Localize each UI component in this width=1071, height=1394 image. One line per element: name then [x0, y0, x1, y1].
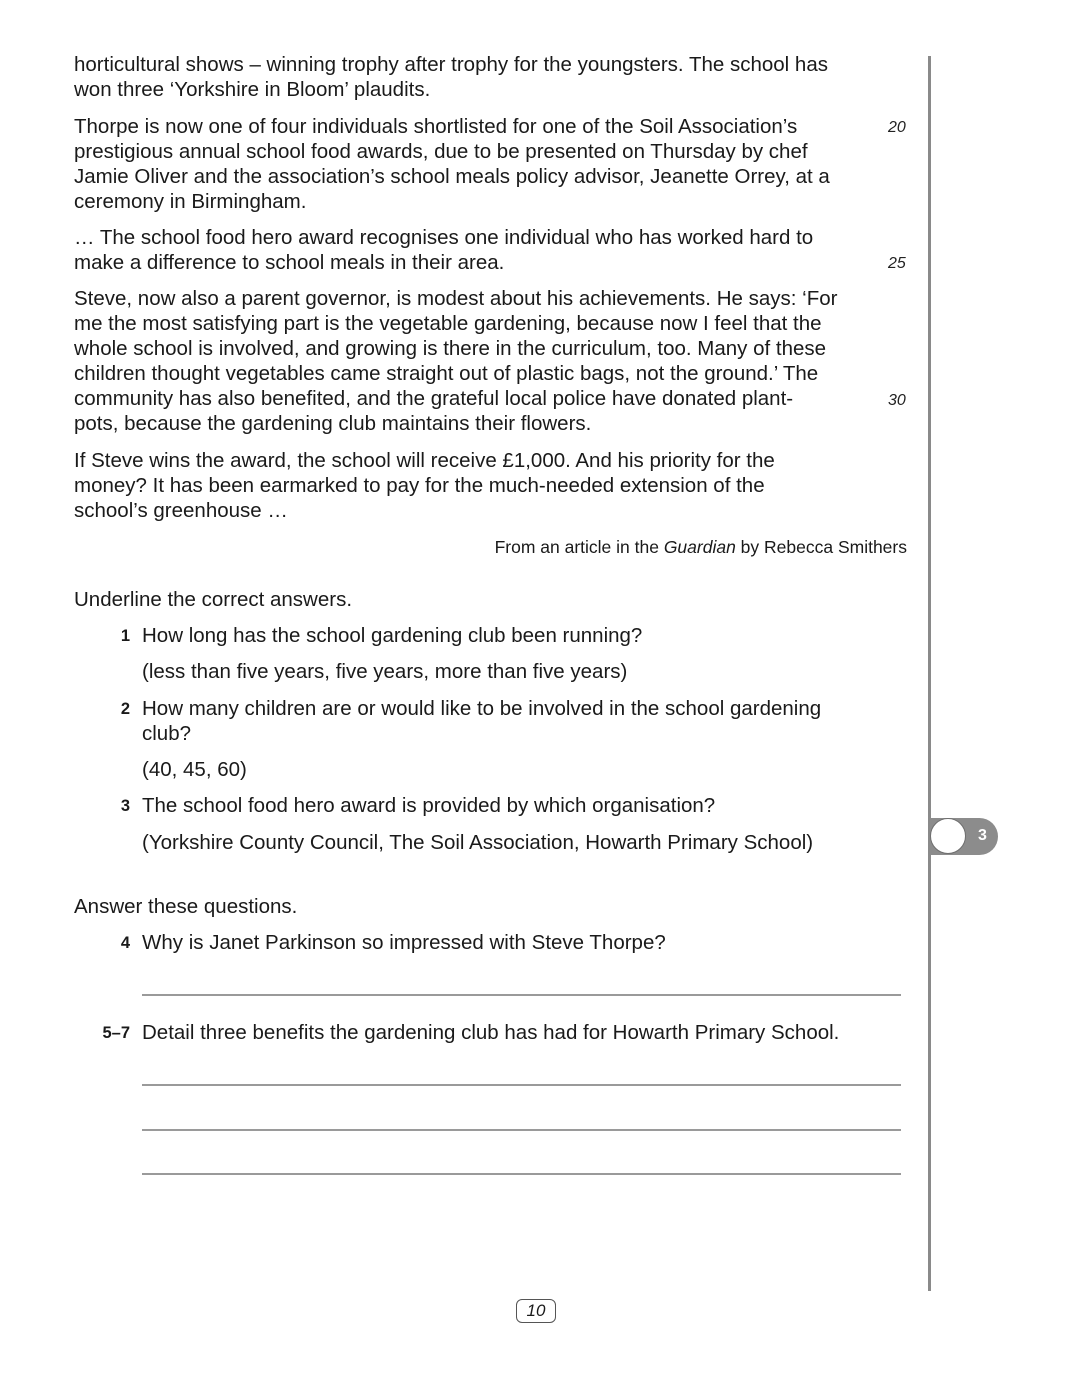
text-line: ceremony in Birmingham. — [74, 190, 307, 213]
answer-line-q6[interactable] — [142, 1129, 901, 1131]
text-line: won three ‘Yorkshire in Bloom’ plaudits. — [74, 78, 431, 101]
text-line: Thorpe is now one of four individuals shortlisted for one of the Soil Association’s — [74, 115, 798, 138]
question-4-text: Why is Janet Parkinson so impressed with Steve Thorpe? — [142, 931, 666, 954]
question-5-7-text: Detail three benefits the gardening club has had for Howarth Primary School. — [142, 1021, 840, 1044]
text-line: Steve, now also a parent governor, is modest about his achievements. He says: ‘For — [74, 287, 838, 310]
tab-circle — [930, 818, 966, 854]
question-number-5-7: 5–7 — [102, 1024, 130, 1042]
question-2-text-line1: How many children are or would like to be involved in the school gardening — [142, 697, 822, 720]
question-number-1: 1 — [120, 627, 130, 645]
text-line: community has also benefited, and the grateful local police have donated plant- — [74, 387, 794, 410]
question-number-2: 2 — [120, 700, 130, 718]
section-tab — [930, 818, 998, 855]
article-paragraph-3 — [74, 225, 874, 275]
line-number-25: 25 — [888, 255, 906, 272]
page-number: 10 — [516, 1299, 556, 1323]
article-paragraph-1 — [74, 52, 874, 102]
question-3-options[interactable]: (Yorkshire County Council, The Soil Association, Howarth Primary School) — [142, 831, 814, 854]
text-line: whole school is involved, and growing is there in the curriculum, too. Many of these — [74, 337, 827, 360]
text-line: me the most satisfying part is the vegetable gardening, because now I feel that the — [74, 312, 822, 335]
tab-number: 3 — [978, 827, 987, 844]
article-paragraph-5 — [74, 448, 874, 523]
text-line: make a difference to school meals in their area. — [74, 251, 505, 274]
answer-line-q5[interactable] — [142, 1084, 901, 1086]
question-2-options[interactable]: (40, 45, 60) — [142, 758, 247, 781]
line-number-20: 20 — [888, 119, 906, 136]
text-line: … The school food hero award recognises one individual who has worked hard to — [74, 226, 814, 249]
line-number-30: 30 — [888, 392, 906, 409]
text-line: Jamie Oliver and the association’s school meals policy advisor, Jeanette Orrey, at a — [74, 165, 830, 188]
answer-line-q4[interactable] — [142, 994, 901, 996]
text-line: prestigious annual school food awards, due to be presented on Thursday by chef — [74, 140, 808, 163]
answer-line-q7[interactable] — [142, 1173, 901, 1175]
question-2-text-line2: club? — [142, 722, 192, 745]
source-suffix: by Rebecca Smithers — [735, 537, 907, 557]
instruction-underline: Underline the correct answers. — [74, 588, 353, 611]
text-line: children thought vegetables came straight out of plastic bags, not the ground.’ The — [74, 362, 819, 385]
text-line: school’s greenhouse … — [74, 499, 288, 522]
text-line: money? It has been earmarked to pay for the much-needed extension of the — [74, 474, 765, 497]
margin-rule — [928, 56, 931, 1291]
question-number-3: 3 — [120, 797, 130, 815]
article-paragraph-4 — [74, 286, 874, 436]
text-line: If Steve wins the award, the school will receive £1,000. And his priority for the — [74, 449, 775, 472]
instruction-answer: Answer these questions. — [74, 895, 298, 918]
question-3-text: The school food hero award is provided by which organisation? — [142, 794, 716, 817]
article-paragraph-2 — [74, 114, 874, 214]
source-title: Guardian — [663, 537, 736, 557]
text-line: pots, because the gardening club maintains their flowers. — [74, 412, 592, 435]
source-prefix: From an article in the — [494, 537, 664, 557]
question-1-text: How long has the school gardening club been running? — [142, 624, 643, 647]
text-line: horticultural shows – winning trophy after trophy for the youngsters. The school has — [74, 53, 828, 76]
question-number-4: 4 — [120, 934, 130, 952]
source-attribution — [495, 536, 907, 558]
question-1-options[interactable]: (less than five years, five years, more than five years) — [142, 660, 628, 683]
